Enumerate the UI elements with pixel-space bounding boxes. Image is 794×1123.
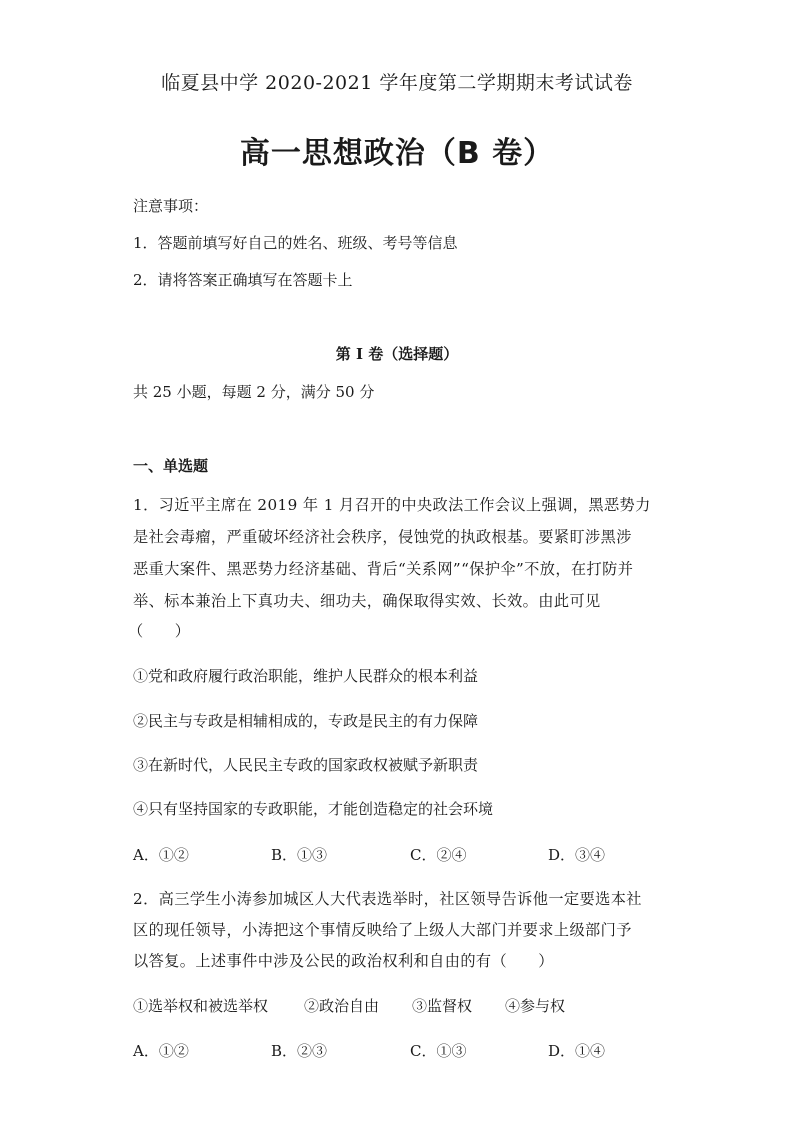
statement: ③监督权 bbox=[412, 997, 473, 1015]
option-b: B．①③ bbox=[271, 846, 328, 864]
option-a: A．①② bbox=[133, 846, 189, 864]
statement: ③在新时代，人民民主专政的国家政权被赋予新职责 bbox=[133, 756, 479, 774]
question-stem-line: 2．高三学生小涛参加城区人大代表选举时，社区领导告诉他一定要选本社 bbox=[133, 890, 642, 908]
notice-item: 2．请将答案正确填写在答题卡上 bbox=[133, 271, 353, 289]
question-stem-line: 举、标本兼治上下真功夫、细功夫，确保取得实效、长效。由此可见 bbox=[133, 592, 601, 610]
statement: ②政治自由 bbox=[304, 997, 380, 1015]
option-c: C．①③ bbox=[410, 1042, 467, 1060]
question-stem-line: 恶重大案件、黑恶势力经济基础、背后“关系网”“保护伞”不放，在打防并 bbox=[133, 560, 634, 578]
statement: ①选举权和被选举权 bbox=[133, 997, 269, 1015]
option-c: C．②④ bbox=[410, 846, 467, 864]
option-a: A．①② bbox=[133, 1042, 189, 1060]
question-stem-line: 区的现任领导，小涛把这个事情反映给了上级人大部门并要求上级部门予 bbox=[133, 921, 632, 939]
statement: ①党和政府履行政治职能，维护人民群众的根本利益 bbox=[133, 667, 479, 685]
answer-blank: （ ） bbox=[128, 622, 191, 640]
question-stem-line: 是社会毒瘤，严重破坏经济社会秩序，侵蚀党的执政根基。要紧盯涉黑涉 bbox=[133, 528, 632, 546]
part-heading: 一、单选题 bbox=[133, 457, 209, 475]
notice-label: 注意事项： bbox=[133, 197, 209, 215]
statement: ④参与权 bbox=[505, 997, 566, 1015]
exam-header: 临夏县中学 2020-2021 学年度第二学期期末考试试卷 bbox=[161, 72, 633, 94]
option-d: D．①④ bbox=[548, 1042, 606, 1060]
question-stem-line: 1．习近平主席在 2019 年 1 月召开的中央政法工作会议上强调，黑恶势力 bbox=[133, 496, 651, 514]
option-b: B．②③ bbox=[271, 1042, 328, 1060]
section-title: 第 I 卷（选择题） bbox=[335, 345, 459, 363]
option-d: D．③④ bbox=[548, 846, 606, 864]
section-summary: 共 25 小题，每题 2 分，满分 50 分 bbox=[133, 383, 375, 401]
question-stem-line: 以答复。上述事件中涉及公民的政治权利和自由的有（ ） bbox=[133, 952, 554, 970]
page-title: 高一思想政治（B 卷） bbox=[239, 136, 555, 171]
statement: ②民主与专政是相辅相成的，专政是民主的有力保障 bbox=[133, 712, 479, 730]
statement: ④只有坚持国家的专政职能，才能创造稳定的社会环境 bbox=[133, 800, 494, 818]
notice-item: 1．答题前填写好自己的姓名、班级、考号等信息 bbox=[133, 234, 458, 252]
